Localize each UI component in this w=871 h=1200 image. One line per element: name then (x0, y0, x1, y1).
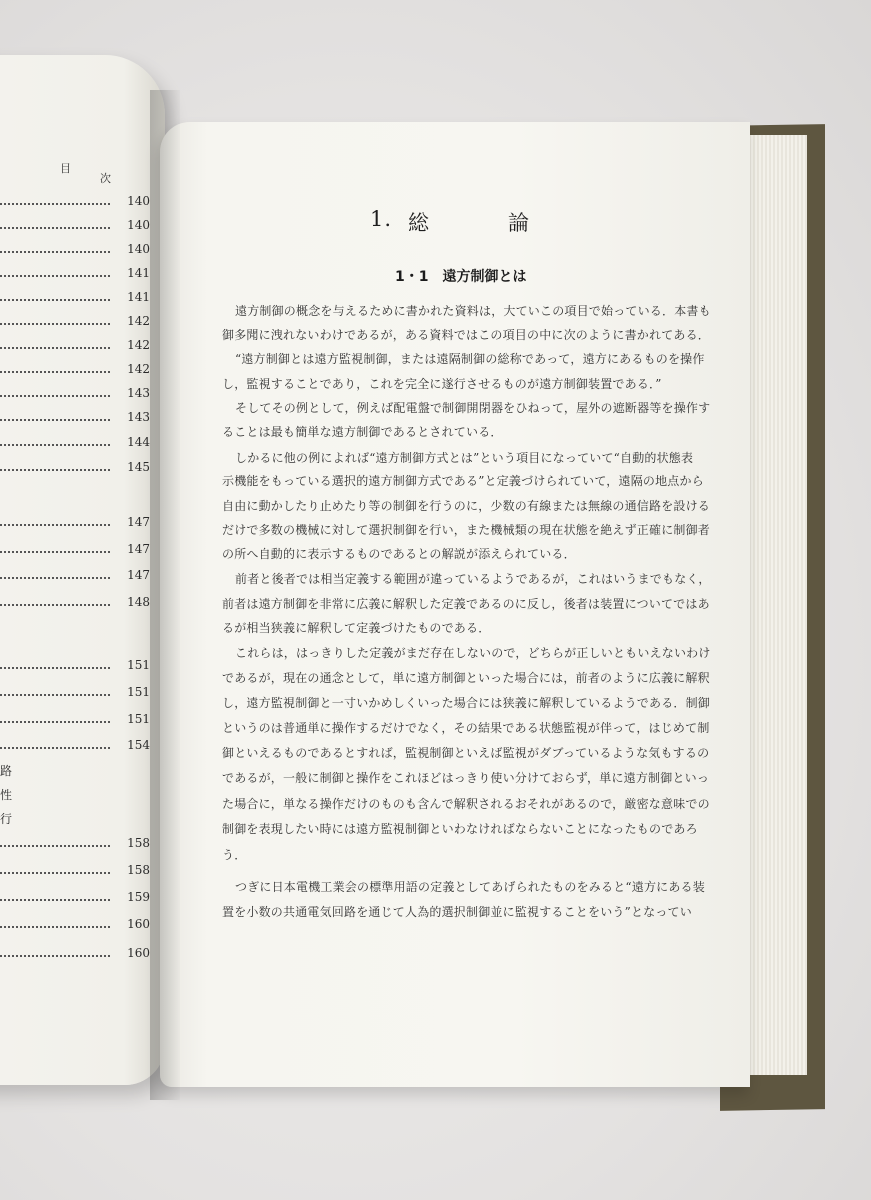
toc-row (0, 862, 150, 884)
toc-row (0, 541, 150, 563)
body-line: 制御を表現したい時には遠方監視制御といわなければならないことになったものであろ (222, 822, 698, 836)
toc-page-number: 144 (127, 435, 150, 449)
body-line: だけで多数の機械に対して選択制御を行い，また機械類の現在状態を絶えず正確に制御者 (222, 523, 711, 537)
toc-page-number: 140 (127, 218, 150, 232)
body-line: “遠方制御とは遠方監視制御，または遠隔制御の総称であって，遠方にあるものを操作 (235, 352, 705, 366)
body-line: しかるに他の例によれば“遠方制御方式とは”という項目になっていて“自動的状態表 (235, 451, 694, 465)
toc-fragment-char: 行 (0, 812, 13, 826)
toc-page-number: 140 (127, 194, 150, 208)
toc-row (0, 737, 150, 759)
toc-row (0, 241, 150, 263)
chapter-title-char-2: 論 (508, 211, 530, 235)
toc-row (0, 459, 150, 481)
toc-page-number: 141 (127, 290, 150, 304)
toc-page-number: 141 (127, 266, 150, 280)
toc-page-number: 159 (127, 890, 150, 904)
body-line: つぎに日本電機工業会の標準用語の定義としてあげられたものをみると“遠方にある装 (235, 880, 705, 894)
toc-page-number: 140 (127, 242, 150, 256)
toc-fragment-char: 性 (0, 788, 13, 802)
toc-row (0, 385, 150, 407)
toc-header (0, 160, 130, 185)
toc-page-number: 142 (127, 338, 150, 352)
book-gutter-shadow (150, 90, 180, 1100)
body-line: 前者と後者では相当定義する範囲が違っているようであるが，これはいうまでもなく， (235, 572, 711, 586)
body-line: 御多聞に洩れないわけであるが，ある資料ではこの項目の中に次のように書かれてある． (222, 328, 711, 342)
toc-page-number: 147 (127, 515, 150, 529)
toc-row (0, 313, 150, 335)
toc-row (0, 594, 150, 616)
toc-row (0, 193, 150, 215)
toc-fragment-char: 路 (0, 764, 13, 778)
body-line: ることは最も簡単な遠方制御であるとされている． (222, 425, 503, 439)
toc-page-number: 151 (127, 658, 150, 672)
body-line: 置を小数の共通電気回路を通じて人為的選択制御並に監視することをいう”となってい (222, 905, 692, 919)
body-line: というのは普通単に操作するだけでなく，その結果である状態監視が伴って，はじめて制 (222, 721, 710, 735)
section-title: 1・1 遠方制御とは (395, 269, 527, 285)
toc-header-char-1: 目 (60, 162, 71, 175)
toc-page-number: 145 (127, 460, 150, 474)
body-line: 御といえるものであるとすれば，監視制御といえば監視がダブっているような気もするの (222, 746, 710, 760)
body-line: し，遠方監視制御と一寸いかめしくいった場合には狭義に解釈しているようである．制御 (222, 696, 711, 710)
toc-page-number: 151 (127, 685, 150, 699)
body-line: 示機能をもっている選択的遠方制御方式である”と定義づけられていて，遠隔の地点から (222, 474, 704, 488)
toc-row (0, 711, 150, 733)
toc-row (0, 217, 150, 239)
toc-page-number: 148 (127, 595, 150, 609)
toc-row (0, 657, 150, 679)
chapter-number: 1. (370, 207, 393, 231)
toc-page-number: 142 (127, 314, 150, 328)
toc-page-number: 158 (127, 836, 150, 850)
toc-row (0, 361, 150, 383)
toc-row (0, 567, 150, 589)
toc-page-number: 154 (127, 738, 150, 752)
body-line: し，監視することであり，これを完全に遂行させるものが遠方制御装置である．” (222, 377, 662, 391)
body-line: 前者は遠方制御を非常に広義に解釈した定義であるのに反し，後者は装置についてではあ (222, 597, 710, 611)
toc-page-number: 143 (127, 386, 150, 400)
toc-page-number: 147 (127, 542, 150, 556)
toc-page-number: 160 (127, 946, 150, 960)
toc-row (0, 684, 150, 706)
toc-row (0, 337, 150, 359)
toc-page-number: 160 (127, 917, 150, 931)
body-line: であるが，現在の通念として，単に遠方制御といった場合には，前者のように広義に解釈 (222, 671, 710, 685)
body-line: 自由に動かしたり止めたり等の制御を行うのに，少数の有線または無線の通信路を設ける (222, 499, 711, 513)
toc-row (0, 434, 150, 456)
toc-row (0, 409, 150, 431)
toc-header-char-2: 次 (100, 172, 111, 185)
toc-page-number: 151 (127, 712, 150, 726)
toc-row (0, 916, 150, 938)
toc-page-number: 158 (127, 863, 150, 877)
body-line: の所へ自動的に表示するものであるとの解説が添えられている． (222, 547, 576, 561)
toc-row (0, 945, 150, 967)
toc-page-number: 142 (127, 362, 150, 376)
chapter-title (370, 207, 570, 237)
toc-row (0, 835, 150, 857)
toc-row (0, 514, 150, 536)
toc-page-number: 143 (127, 410, 150, 424)
body-line: そしてその例として，例えば配電盤で制御開閉器をひねって，屋外の遮断器等を操作す (235, 401, 711, 415)
toc-row (0, 265, 150, 287)
toc-page-number: 147 (127, 568, 150, 582)
body-line: う． (222, 848, 247, 862)
body-line: るが相当狭義に解釈して定義づけたものである． (222, 621, 491, 635)
toc-row (0, 889, 150, 911)
body-line: た場合に，単なる操作だけのものも含んで解釈されるおそれがあるので，厳密な意味での (222, 797, 710, 811)
body-line: 遠方制御の概念を与えるために書かれた資料は，大ていこの項目で始っている．本書も (235, 304, 711, 318)
toc-row (0, 289, 150, 311)
body-line: であるが，一般に制御と操作をこれほどはっきり使い分けておらず，単に遠方制御といっ (222, 771, 710, 785)
chapter-title-char-1: 総 (408, 211, 430, 235)
body-line: これらは，はっきりした定義がまだ存在しないので，どちらが正しいともいえないわけ (235, 646, 711, 660)
